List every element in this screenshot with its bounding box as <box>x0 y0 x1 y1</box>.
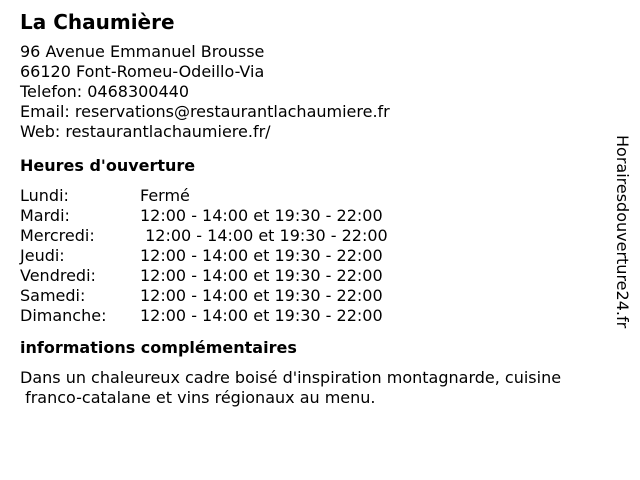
day-hours: 12:00 - 14:00 et 19:30 - 22:00 <box>140 306 383 325</box>
day-label: Dimanche: <box>20 306 107 325</box>
hours-row-thursday <box>20 246 388 266</box>
day-hours: 12:00 - 14:00 et 19:30 - 22:00 <box>140 206 383 225</box>
site-watermark: Horairesdouverture24.fr <box>613 135 632 329</box>
phone-number: Telefon: 0468300440 <box>20 82 190 101</box>
restaurant-card <box>20 10 610 408</box>
hours-row-friday <box>20 266 388 286</box>
day-label: Vendredi: <box>20 266 96 285</box>
address-line-1: 96 Avenue Emmanuel Brousse <box>20 42 265 61</box>
day-hours: 12:00 - 14:00 et 19:30 - 22:00 <box>140 246 383 265</box>
day-label: Jeudi: <box>20 246 65 265</box>
additional-info-text: Dans un chaleureux cadre boisé d'inspiration montagnarde, cuisine franco-catalane et vins régionaux au menu. <box>20 368 562 407</box>
address-line-2: 66120 Font-Romeu-Odeillo-Via <box>20 62 265 81</box>
day-hours: 12:00 - 14:00 et 19:30 - 22:00 <box>140 266 383 285</box>
additional-info-heading: informations complémentaires <box>20 338 297 357</box>
day-label: Lundi: <box>20 186 69 205</box>
day-hours: 12:00 - 14:00 et 19:30 - 22:00 <box>140 226 388 245</box>
hours-row-sunday <box>20 306 388 326</box>
website-address: Web: restaurantlachaumiere.fr/ <box>20 122 271 141</box>
hours-row-monday <box>20 186 388 206</box>
day-label: Mercredi: <box>20 226 95 245</box>
opening-hours-table <box>20 186 388 326</box>
opening-hours-heading: Heures d'ouverture <box>20 156 196 175</box>
day-hours: 12:00 - 14:00 et 19:30 - 22:00 <box>140 286 383 305</box>
day-label: Samedi: <box>20 286 86 305</box>
hours-row-saturday <box>20 286 388 306</box>
day-label: Mardi: <box>20 206 70 225</box>
email-address: Email: reservations@restaurantlachaumiere.fr <box>20 102 390 121</box>
hours-row-wednesday <box>20 226 388 246</box>
hours-row-tuesday <box>20 206 388 226</box>
day-hours: Fermé <box>140 186 190 205</box>
restaurant-name: La Chaumière <box>20 10 175 34</box>
